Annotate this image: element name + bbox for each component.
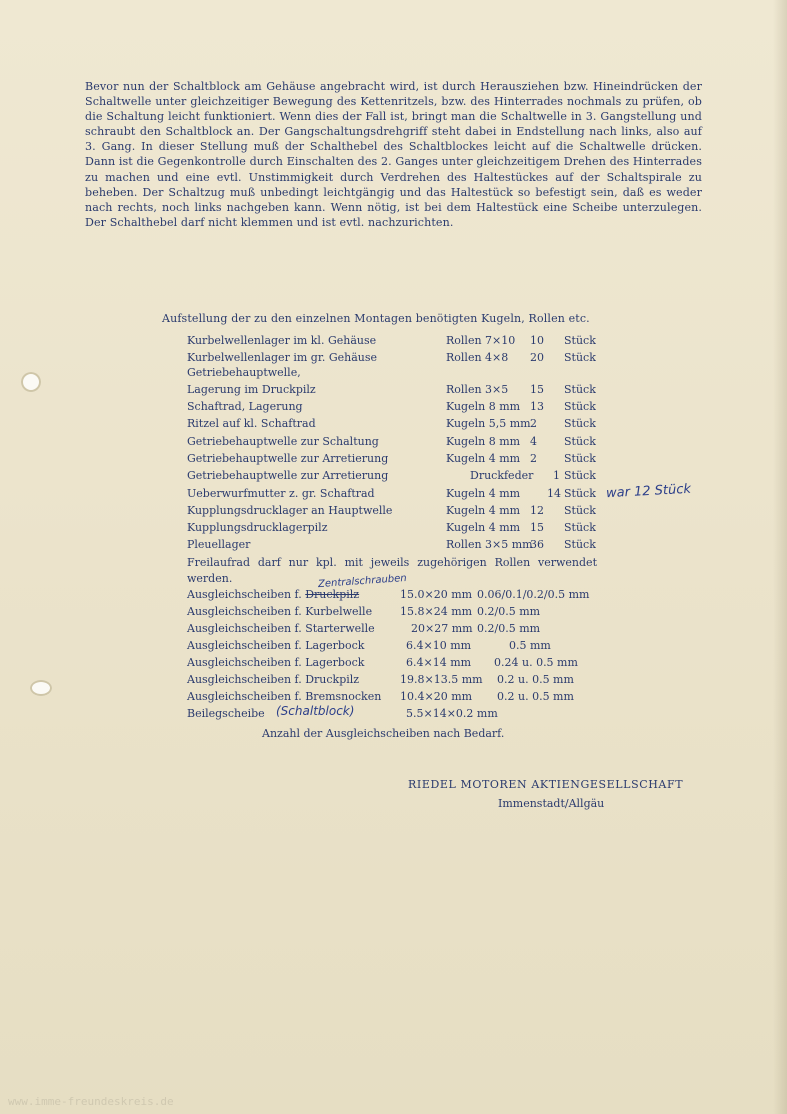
punch-hole-lower <box>30 680 52 696</box>
part-unit: Stück <box>564 504 596 517</box>
part-qty: 14 <box>547 487 561 500</box>
part-type: Rollen 4×8 <box>446 351 509 364</box>
part-name: Kupplungsdrucklager an Hauptwelle <box>187 504 393 517</box>
part-name: Kurbelwellenlager im gr. Gehäuse <box>187 351 378 364</box>
shim-size: 6.4×14 mm <box>406 656 472 669</box>
part-type: Kugeln 4 mm <box>446 504 521 517</box>
part-qty: 15 <box>530 521 544 534</box>
shim-size: 10.4×20 mm <box>400 690 473 703</box>
shim-size: 5.5×14×0.2 mm <box>406 707 498 720</box>
part-unit: Stück <box>564 538 596 551</box>
part-type: Kugeln 8 mm <box>446 400 521 413</box>
punch-hole-upper <box>21 372 41 392</box>
part-name: Pleuellager <box>187 538 251 551</box>
part-unit: Stück <box>564 383 596 396</box>
handwritten-druckpilz-correction: Zentralschrauben <box>317 572 408 591</box>
shim-name: Ausgleichscheiben f. Bremsnocken <box>187 690 382 703</box>
part-unit: Stück <box>564 435 596 448</box>
part-qty: 20 <box>530 351 544 364</box>
company-name: RIEDEL MOTOREN AKTIENGESELLSCHAFT <box>408 778 684 791</box>
part-name: Getriebehauptwelle zur Arretierung <box>187 452 389 465</box>
part-unit: Stück <box>564 351 596 364</box>
shim-size: 6.4×10 mm <box>406 639 472 652</box>
shim-thickness: 0.2 u. 0.5 mm <box>497 673 574 686</box>
part-type: Rollen 3×5 <box>446 383 509 396</box>
freilauf-note: Freilaufrad darf nur kpl. mit jeweils zugehörigen Rollen verwendet werden. <box>187 556 597 585</box>
shim-name: Ausgleichscheiben f. Kurbelwelle <box>187 605 373 618</box>
part-name: Getriebehauptwelle zur Schaltung <box>187 435 379 448</box>
shim-thickness: 0.06/0.1/0.2/0.5 mm <box>477 588 590 601</box>
part-qty: 36 <box>530 538 544 551</box>
part-name: Kurbelwellenlager im kl. Gehäuse <box>187 334 377 347</box>
shims-footer-note: Anzahl der Ausgleichscheiben nach Bedarf. <box>262 727 505 740</box>
shim-name: Ausgleichscheiben f. Druckpilz <box>187 673 360 686</box>
part-type: Rollen 7×10 <box>446 334 516 347</box>
shim-size: 20×27 mm <box>411 622 473 635</box>
part-name: Kupplungsdrucklagerpilz <box>187 521 328 534</box>
shim-name: Ausgleichscheiben f. Druckpilz <box>187 588 360 601</box>
part-unit: Stück <box>564 469 596 482</box>
part-qty: 12 <box>530 504 544 517</box>
shim-thickness: 0.24 u. 0.5 mm <box>494 656 578 669</box>
shim-size: 15.0×20 mm <box>400 588 473 601</box>
part-qty: 2 <box>530 452 537 465</box>
part-type: Kugeln 4 mm <box>446 487 521 500</box>
part-qty: 10 <box>530 334 544 347</box>
parts-heading: Aufstellung der zu den einzelnen Montagen benötigten Kugeln, Rollen etc. <box>162 312 590 325</box>
part-type: Kugeln 4 mm <box>446 521 521 534</box>
part-unit: Stück <box>564 400 596 413</box>
part-unit: Stück <box>564 487 596 500</box>
part-unit: Stück <box>564 417 596 430</box>
part-type: Kugeln 4 mm <box>446 452 521 465</box>
company-city: Immenstadt/Allgäu <box>498 797 605 810</box>
shim-name: Ausgleichscheiben f. Starterwelle <box>187 622 375 635</box>
part-name: Ritzel auf kl. Schaftrad <box>187 417 316 430</box>
shim-size: 15.8×24 mm <box>400 605 473 618</box>
paper-edge-shadow <box>773 0 787 1114</box>
part-unit: Stück <box>564 334 596 347</box>
part-qty: 15 <box>530 383 544 396</box>
shim-thickness: 0.5 mm <box>509 639 551 652</box>
part-name: Schaftrad, Lagerung <box>187 400 303 413</box>
shim-name: Ausgleichscheiben f. Lagerbock <box>187 656 365 669</box>
part-type: Rollen 3×5 mm <box>446 538 533 551</box>
shim-name: Ausgleichscheiben f. Lagerbock <box>187 639 365 652</box>
part-unit: Stück <box>564 452 596 465</box>
part-qty: 4 <box>530 435 537 448</box>
part-qty: 1 <box>553 469 560 482</box>
part-name: Getriebehauptwelle zur Arretierung <box>187 469 389 482</box>
part-type: Druckfeder <box>470 469 534 482</box>
part-unit: Stück <box>564 521 596 534</box>
part-qty: 13 <box>530 400 544 413</box>
part-name: Getriebehauptwelle, <box>187 366 301 379</box>
part-name: Ueberwurfmutter z. gr. Schaftrad <box>187 487 375 500</box>
handwritten-qty-note: war 12 Stück <box>605 481 692 502</box>
shim-thickness: 0.2/0.5 mm <box>477 622 541 635</box>
intro-paragraph: Bevor nun der Schaltblock am Gehäuse angebracht wird, ist durch Herausziehen bzw. Hineindrücken der Schaltwelle unter gleichzeitiger Bewegung des Kettenritzels, bzw. des Hinterrades nochmals zu prüfen, ob die Schaltung leicht funktioniert. Wenn dies der Fall ist, bringt man die Schaltwelle in 3. Gangstellung und schraubt den Schaltblock an. Der Gangschaltungsdrehgriff steht dabei in Endstellung nach links, also auf 3. Gang. In dieser Stellung muß der Schalthebel des Schaltblockes leicht auf die Schaltwelle drücken. Dann ist die Gegenkontrolle durch Einschalten des 2. Ganges unter gleichzeitigem Drehen des Hinterrades zu machen und eine evtl. Unstimmigkeit durch Verdrehen des Haltestückes auf der Schaltspirale zu beheben. Der Schaltzug muß unbedingt leichtgängig und das Haltestück so befestigt sein, daß es weder nach rechts, noch links nachgeben kann. Wenn nötig, ist bei dem Haltestück eine Scheibe unterzulegen. Der Schalthebel darf nicht klemmen und ist evtl. nachzurichten. <box>85 80 702 229</box>
part-qty: 2 <box>530 417 537 430</box>
part-name: Lagerung im Druckpilz <box>187 383 316 396</box>
shim-size: 19.8×13.5 mm <box>400 673 483 686</box>
part-type: Kugeln 8 mm <box>446 435 521 448</box>
site-watermark: www.imme-freundeskreis.de <box>8 1095 174 1108</box>
shim-thickness: 0.2/0.5 mm <box>477 605 541 618</box>
part-type: Kugeln 5,5 mm <box>446 417 531 430</box>
shim-thickness: 0.2 u. 0.5 mm <box>497 690 574 703</box>
shim-name: Beilegscheibe <box>187 707 265 720</box>
handwritten-schaltblock-note: (Schaltblock) <box>276 704 355 718</box>
